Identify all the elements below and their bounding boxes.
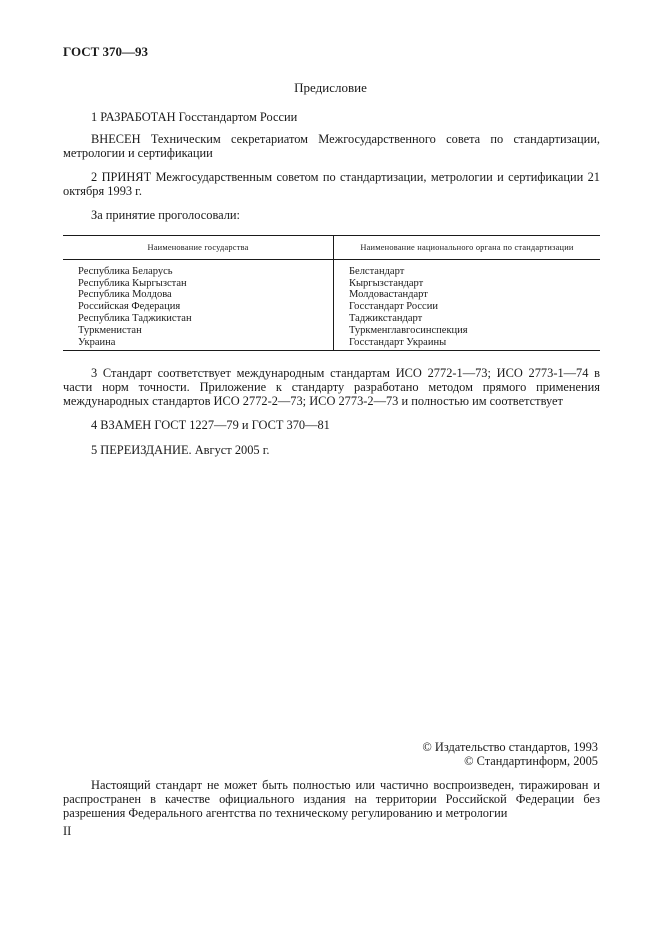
- state-name: Республика Кыргызстан: [78, 277, 187, 289]
- item-reissue: 5 ПЕРЕИЗДАНИЕ. Август 2005 г.: [91, 443, 270, 457]
- standards-body-name: Таджикстандарт: [349, 312, 423, 324]
- section-heading: Предисловие: [294, 80, 367, 95]
- voted-intro: За принятие проголосовали:: [91, 208, 240, 222]
- state-name: Туркменистан: [78, 324, 142, 336]
- item-replaces: 4 ВЗАМЕН ГОСТ 1227—79 и ГОСТ 370—81: [91, 418, 330, 432]
- copyright-block: [422, 740, 598, 768]
- item-introduced: ВНЕСЕН Техническим секретариатом Межгосударственного совета по стандартизации, метрологии и сертификации: [63, 132, 600, 160]
- copyright-line: © Издательство стандартов, 1993: [422, 740, 598, 754]
- table-body-row: [63, 259, 600, 351]
- bodies-column: [334, 259, 601, 351]
- item-compliance: 3 Стандарт соответствует международным стандартам ИСО 2772-1—73; ИСО 2773-1—74 в части норм точности. Приложение к стандарту разработано методом прямого применения международных стандартов ИСО 2772-2—73; ИСО 2773-2—73 и полностью им соответствует: [63, 366, 600, 408]
- state-name: Республика Молдова: [78, 289, 172, 301]
- column-header-state: Наименование государства: [63, 236, 334, 260]
- standards-body-name: Госстандарт Украины: [349, 336, 447, 348]
- standards-body-name: Белстандарт: [349, 265, 405, 277]
- state-name: Республика Таджикистан: [78, 312, 192, 324]
- standards-body-name: Туркменглавгосинспекция: [349, 324, 468, 336]
- states-table: [63, 235, 600, 351]
- item-developed: 1 РАЗРАБОТАН Госстандартом России: [91, 110, 298, 124]
- column-header-body: Наименование национального органа по стандартизации: [334, 236, 601, 260]
- standards-body-name: Госстандарт России: [349, 301, 438, 313]
- states-column: [63, 259, 334, 351]
- state-name: Украина: [78, 336, 116, 348]
- table-header-row: [63, 236, 600, 260]
- state-name: Республика Беларусь: [78, 265, 173, 277]
- standards-body-name: Кыргызстандарт: [349, 277, 424, 289]
- page-number: II: [63, 824, 72, 838]
- standard-code: ГОСТ 370—93: [63, 44, 149, 59]
- reproduction-notice: Настоящий стандарт не может быть полностью или частично воспроизведен, тиражирован и распространен в качестве официального издания на территории Российской Федерации без разрешения Федерального агентства по техническому регулированию и метрологии: [63, 778, 600, 820]
- standards-body-name: Молдовастандарт: [349, 289, 428, 301]
- item-adopted: 2 ПРИНЯТ Межгосударственным советом по стандартизации, метрологии и сертификации 21 октября 1993 г.: [63, 170, 600, 198]
- copyright-line: © Стандартинформ, 2005: [464, 754, 598, 768]
- state-name: Российская Федерация: [78, 301, 181, 313]
